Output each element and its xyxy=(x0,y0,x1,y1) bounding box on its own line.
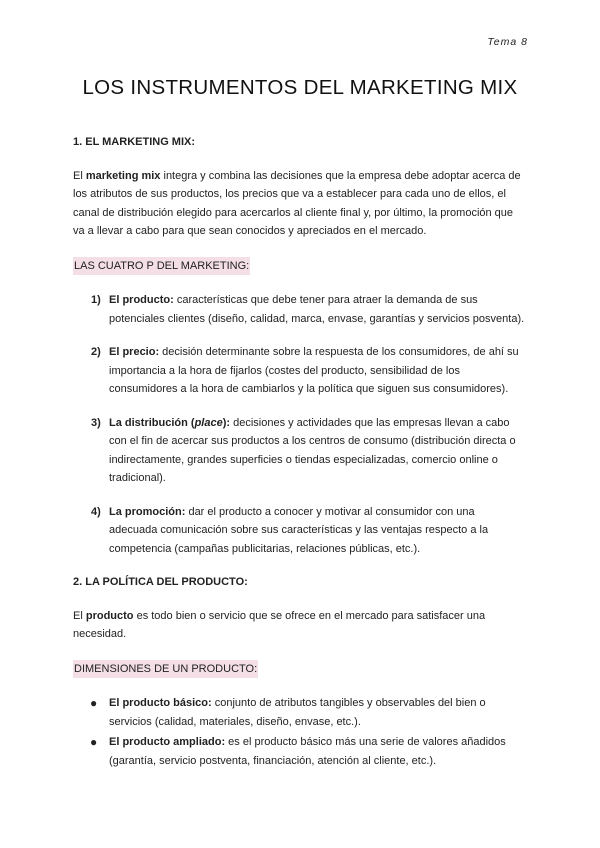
text-run: integra y combina las decisiones que la empresa debe adoptar acerca de los atributos de sus productos, los precios que va a establecer para cada uno de ellos, el canal de distribución elegido para acercarlos al cliente final y, por último, la promoción que va a llevar a cabo para que sean conocidos y apreciados en el mercado. xyxy=(73,169,521,237)
dimensions-list xyxy=(73,694,525,770)
highlighted-subheading: DIMENSIONES DE UN PRODUCTO: xyxy=(73,660,258,679)
item-term xyxy=(109,417,230,429)
text-run: El xyxy=(73,169,86,182)
section-heading: 1. EL MARKETING MIX: xyxy=(73,136,196,148)
list-item xyxy=(73,343,525,399)
topic-tag: Tema 8 xyxy=(487,36,528,48)
list-item xyxy=(73,291,525,328)
item-text: decisión determinante sobre la respuesta de los consumidores, de ahí su importancia a la hora de fijarlos (costes del producto, sensibilidad de los consumidores a la hora de cambiarlos y la política que siguen sus consumidores). xyxy=(109,346,519,395)
bullet-icon: ● xyxy=(90,696,98,710)
list-item xyxy=(73,414,525,488)
section-heading: 2. LA POLÍTICA DEL PRODUCTO: xyxy=(73,576,248,588)
list-item xyxy=(73,733,525,770)
item-number: 3) xyxy=(91,416,101,429)
item-term: El producto básico: xyxy=(109,697,212,709)
item-text: características que debe tener para atraer la demanda de sus potenciales clientes (diseño, calidad, marca, envase, garantías y servicios posventa). xyxy=(109,294,525,325)
item-number: 2) xyxy=(91,346,101,358)
item-term-italic: place xyxy=(194,416,223,429)
bold-term: producto xyxy=(85,609,134,622)
highlighted-subheading: LAS CUATRO P DEL MARKETING: xyxy=(73,257,250,276)
item-term-part: La distribución ( xyxy=(109,416,195,429)
item-term: El producto: xyxy=(109,294,174,306)
item-term: El producto ampliado: xyxy=(109,736,226,748)
paragraph xyxy=(73,167,525,241)
item-term-part: ): xyxy=(222,416,231,429)
list-item xyxy=(73,694,525,731)
item-number: 4) xyxy=(91,505,101,518)
four-p-list xyxy=(73,291,525,558)
item-term: La promoción: xyxy=(109,505,186,518)
page-title: LOS INSTRUMENTOS DEL MARKETING MIX xyxy=(82,76,518,99)
item-term: El precio: xyxy=(109,346,160,358)
text-run: es todo bien o servicio que se ofrece en el mercado para satisfacer una necesidad. xyxy=(73,609,486,640)
item-text: conjunto de atributos tangibles y observables del bien o servicios (calidad, materiales, diseño, envase, etc.). xyxy=(109,697,486,728)
text-run: El xyxy=(73,609,86,622)
paragraph xyxy=(73,607,525,644)
item-text: es el producto básico más una serie de valores añadidos (garantía, servicio postventa, financiación, atención al cliente, etc.). xyxy=(109,736,506,767)
document-body xyxy=(73,133,525,772)
item-text: dar el producto a conocer y motivar al consumidor con una adecuada comunicación sobre sus características y las ventajas respecto a la competencia (campañas publicitarias, relaciones públicas, etc.). xyxy=(109,505,489,555)
bold-term: marketing mix xyxy=(85,169,161,182)
list-item xyxy=(73,503,525,559)
item-text: decisiones y actividades que las empresas llevan a cabo con el fin de acercar sus productos a los centros de consumo (distribución directa o indirectamente, grandes superficies o tiendas especializadas, comercio online o tradicional). xyxy=(109,416,516,484)
bullet-icon: ● xyxy=(90,735,98,749)
item-number: 1) xyxy=(91,294,101,306)
